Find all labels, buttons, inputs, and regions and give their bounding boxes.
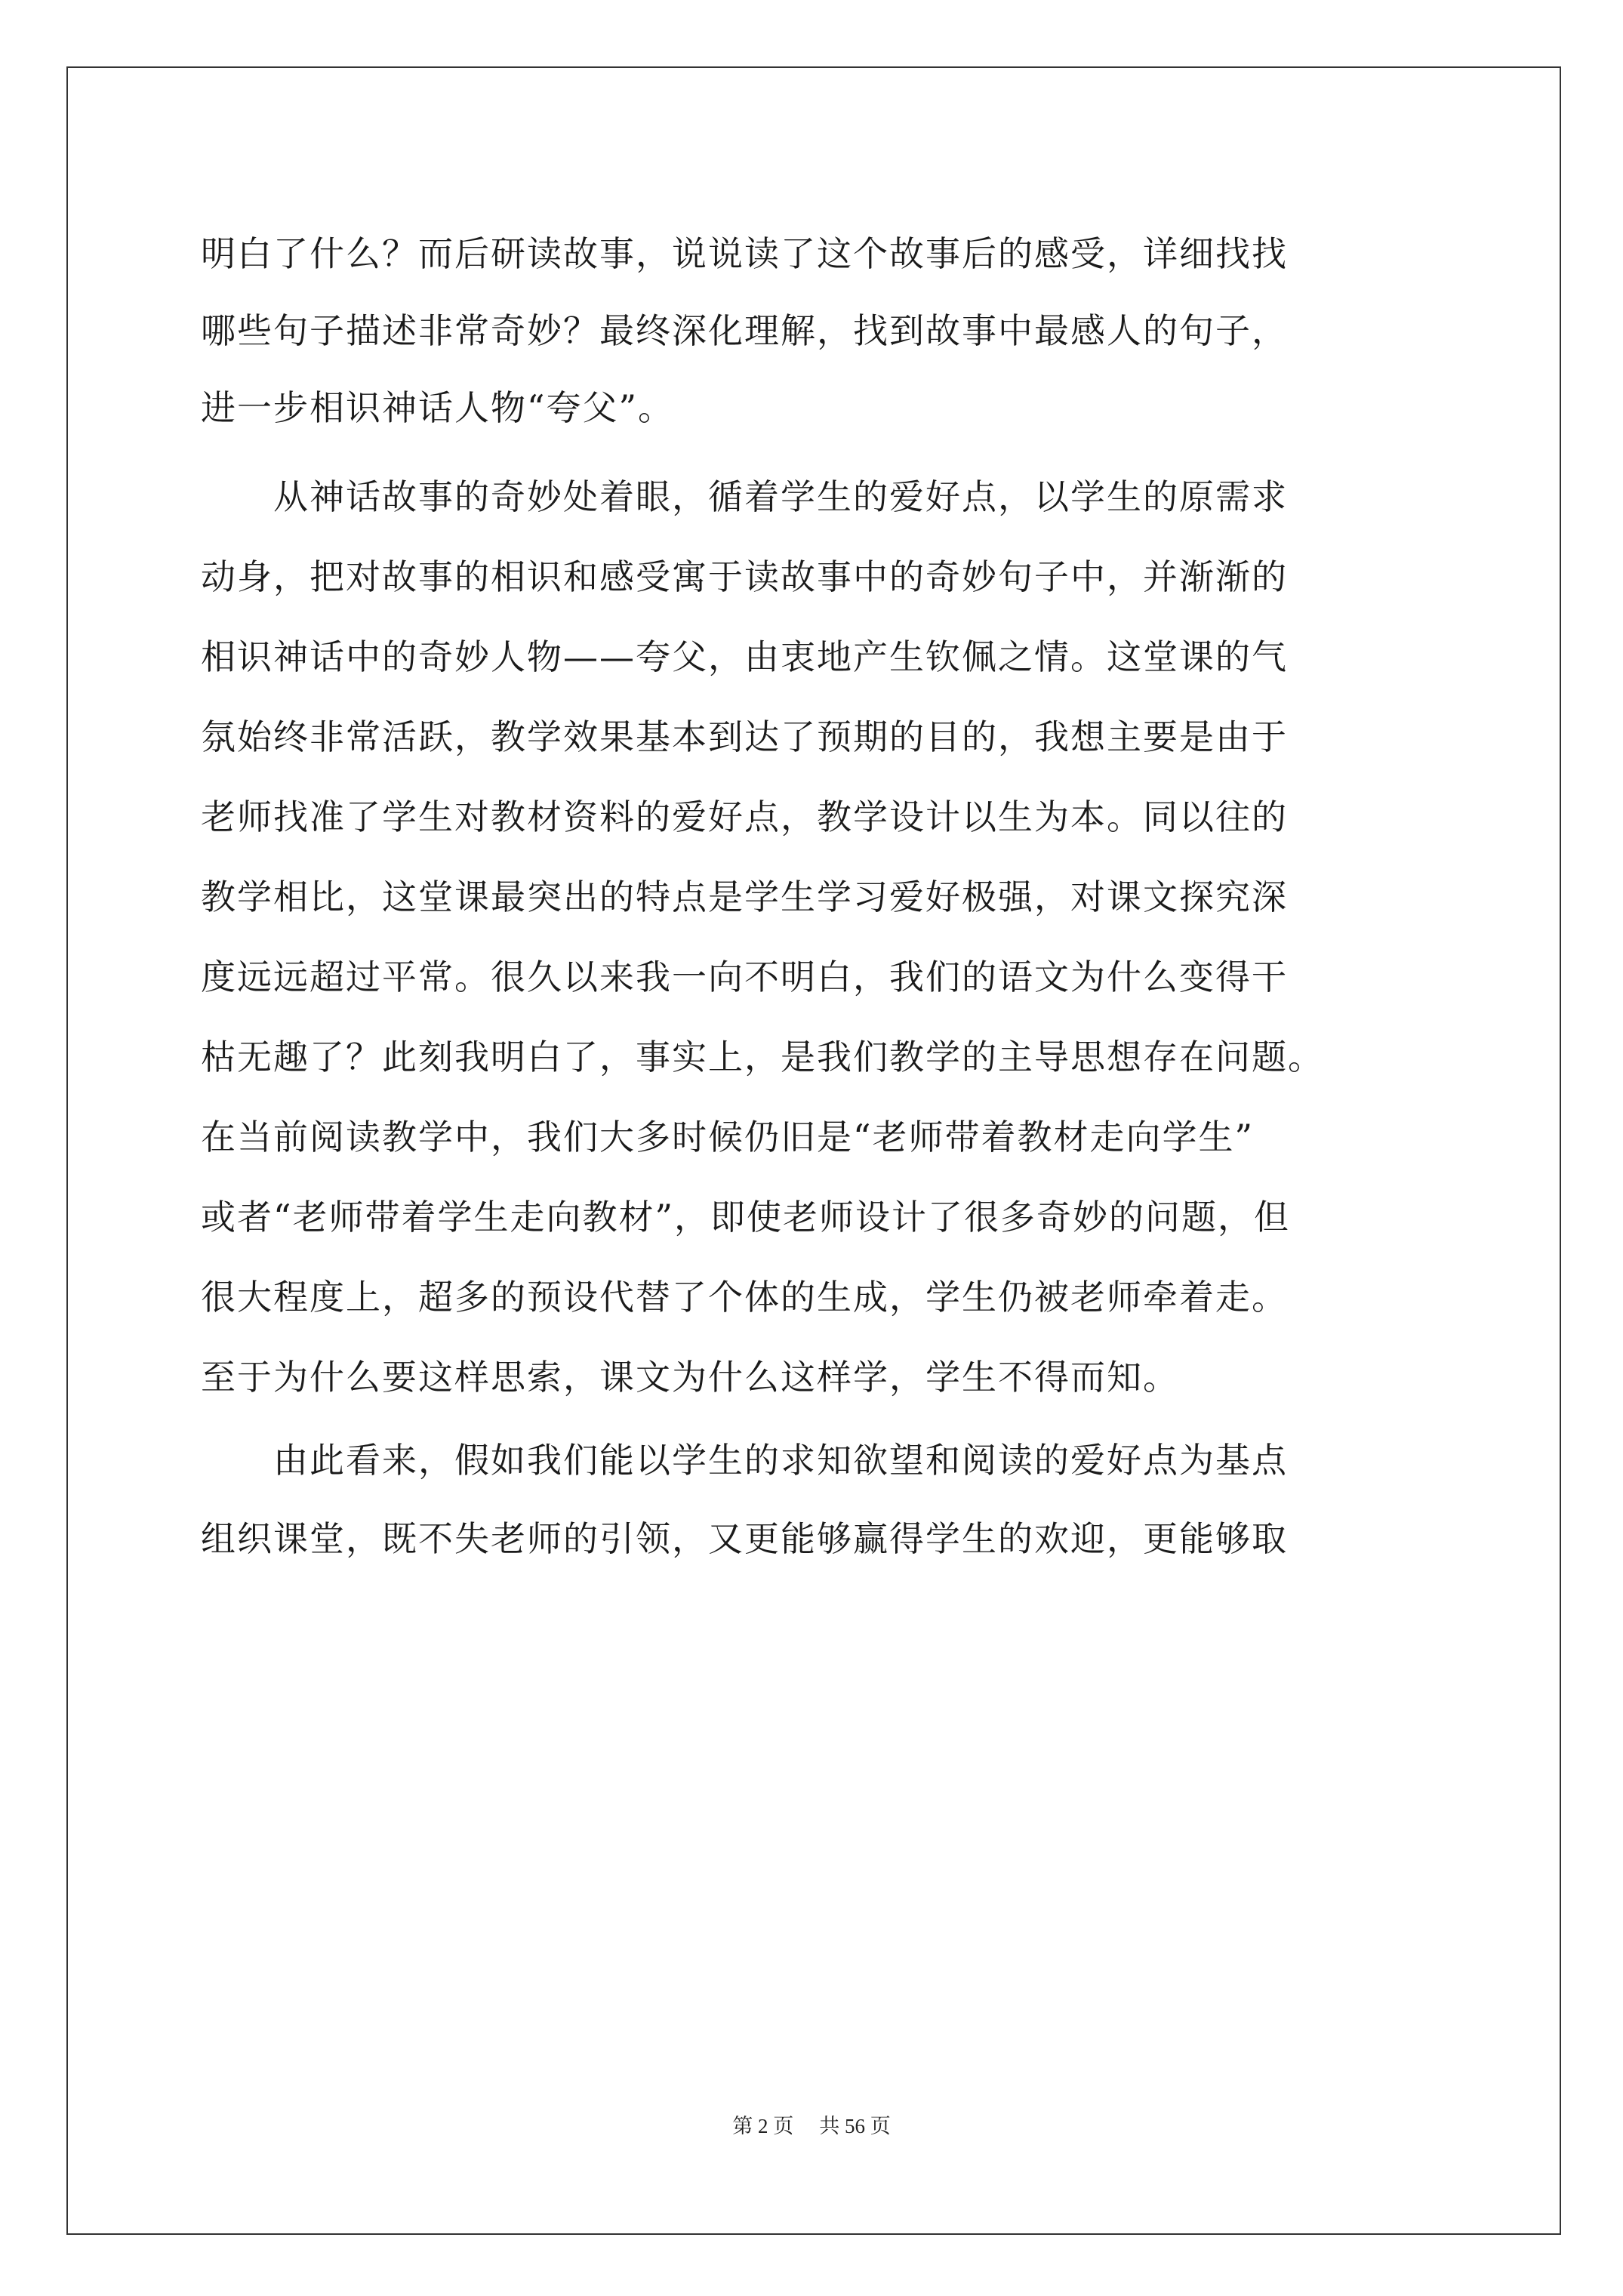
text-line: 明白了什么？而后研读故事，说说读了这个故事后的感受，详细找找 — [201, 233, 1288, 274]
text-line: 度远远超过平常。很久以来我一向不明白，我们的语文为什么变得干 — [201, 957, 1288, 997]
text-line: 老师找准了学生对教材资料的爱好点，教学设计以生为本。同以往的 — [201, 797, 1288, 837]
text-line: 至于为什么要这样思索，课文为什么这样学，学生不得而知。 — [201, 1357, 1179, 1398]
text-line: 从神话故事的奇妙处着眼，循着学生的爱好点，以学生的原需求 — [273, 476, 1288, 517]
text-line: 氛始终非常活跃，教学效果基本到达了预期的目的，我想主要是由于 — [201, 717, 1288, 757]
text-line: 在当前阅读教学中，我们大多时候仍旧是“老师带着教材走向学生” — [201, 1117, 1255, 1157]
text-line: 枯无趣了？此刻我明白了，事实上，是我们教学的主导思想存在问题。 — [201, 1037, 1324, 1077]
text-line: 哪些句子描述非常奇妙？最终深化理解，找到故事中最感人的句子， — [201, 310, 1288, 351]
page-number: 第 2 页 — [732, 2115, 794, 2137]
text-line: 动身，把对故事的相识和感受寓于读故事中的奇妙句子中，并渐渐的 — [201, 556, 1288, 597]
text-line: 很大程度上，超多的预设代替了个体的生成，学生仍被老师牵着走。 — [201, 1277, 1288, 1318]
text-line: 进一步相识神话人物“夸父”。 — [201, 387, 675, 428]
page-total: 共 56 页 — [819, 2115, 891, 2137]
page-footer — [0, 2113, 1623, 2140]
text-line: 由此看来，假如我们能以学生的求知欲望和阅读的爱好点为基点 — [273, 1440, 1288, 1481]
text-line: 相识神话中的奇妙人物——夸父，由衷地产生钦佩之情。这堂课的气 — [201, 636, 1288, 677]
text-line: 教学相比，这堂课最突出的特点是学生学习爱好极强，对课文探究深 — [201, 877, 1288, 917]
text-line: 或者“老师带着学生走向教材”，即使老师设计了很多奇妙的问题，但 — [201, 1197, 1291, 1237]
text-line: 组织课堂，既不失老师的引领，又更能够赢得学生的欢迎，更能够取 — [201, 1518, 1288, 1559]
